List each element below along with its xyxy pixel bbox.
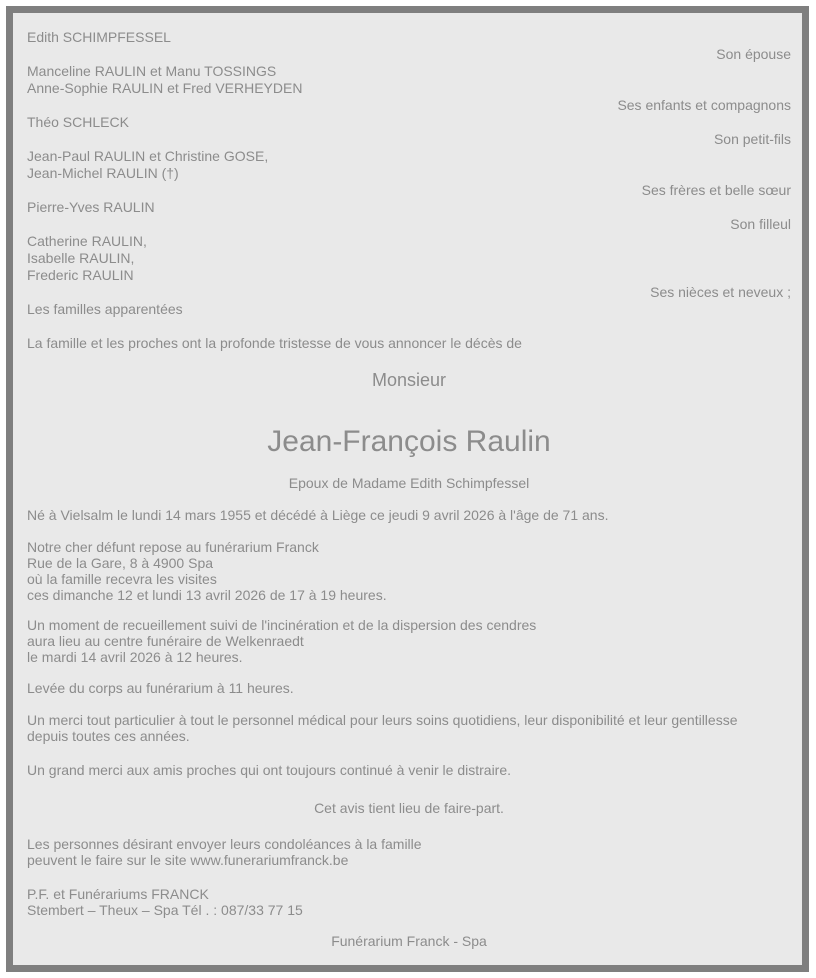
relation-label: Son petit-fils [713, 131, 791, 147]
families-apparentees-line: Les familles apparentées [27, 301, 183, 317]
thanks-friends-line: Un grand merci aux amis proches qui ont toujours continué à venir le distraire. [27, 762, 512, 778]
death-notice-panel [6, 6, 809, 972]
relation-label: Ses frères et belle sœur [641, 182, 791, 198]
mourner-name-line: Isabelle RAULIN, [27, 250, 135, 266]
mourner-name-line: Pierre-Yves RAULIN [27, 199, 155, 215]
thanks-medical-line: depuis toutes ces années. [27, 728, 190, 744]
funeral-home-name-line: P.F. et Funérariums FRANCK [27, 886, 209, 902]
civility-title: Monsieur [371, 370, 447, 390]
deceased-name: Jean-François Raulin [267, 425, 551, 458]
relation-label: Son filleul [730, 216, 791, 232]
mourner-name-line: Jean-Michel RAULIN (†) [27, 165, 179, 181]
mourner-name-line: Frederic RAULIN [27, 267, 134, 283]
ceremony-line: aura lieu au centre funéraire de Welkenraedt [27, 633, 304, 649]
birth-death-line: Né à Vielsalm le lundi 14 mars 1955 et décédé à Liège ce jeudi 9 avril 2026 à l'âge de 71 ans. [27, 507, 609, 523]
thanks-medical-line: Un merci tout particulier à tout le personnel médical pour leurs soins quotidiens, leur disponibilité et leur gentillesse [27, 712, 738, 728]
footer-signature: Funérarium Franck - Spa [331, 933, 487, 949]
ceremony-line: Un moment de recueillement suivi de l'incinération et de la dispersion des cendres [27, 617, 537, 633]
mourner-name-line: Anne-Sophie RAULIN et Fred VERHEYDEN [27, 80, 303, 96]
repose-line: ces dimanche 12 et lundi 13 avril 2026 de 17 à 19 heures. [27, 587, 387, 603]
mourner-name-line: Manceline RAULIN et Manu TOSSINGS [27, 63, 277, 79]
website-url[interactable]: www.funerariumfranck.be [190, 852, 349, 868]
relation-label: Son épouse [716, 46, 791, 62]
mourner-name-line: Théo SCHLECK [27, 114, 129, 130]
relation-label: Ses nièces et neveux ; [650, 284, 791, 300]
condolences-line: Les personnes désirant envoyer leurs condoléances à la famille [27, 836, 422, 852]
repose-line: Notre cher défunt repose au funérarium Franck [27, 539, 319, 555]
faire-part-line: Cet avis tient lieu de faire-part. [314, 800, 504, 816]
condolences-line-prefix: peuvent le faire sur le site [27, 852, 191, 868]
repose-paragraph [27, 539, 791, 603]
relation-label: Ses enfants et compagnons [617, 97, 791, 113]
mourner-name-line: Catherine RAULIN, [27, 233, 147, 249]
funeral-home-paragraph [27, 886, 791, 918]
repose-line: Rue de la Gare, 8 à 4900 Spa [27, 555, 214, 571]
mourner-name-line: Jean-Paul RAULIN et Christine GOSE, [27, 148, 269, 164]
mourner-name-line: Edith SCHIMPFESSEL [27, 29, 171, 45]
ceremony-paragraph [27, 617, 791, 665]
spouse-line: Epoux de Madame Edith Schimpfessel [288, 475, 530, 491]
thanks-medical-paragraph [27, 712, 791, 744]
mourners-section [27, 29, 791, 318]
funeral-home-contact-line: Stembert – Theux – Spa Tél . : 087/33 77 15 [27, 902, 303, 918]
condolences-paragraph [27, 836, 791, 868]
ceremony-line: le mardi 14 avril 2026 à 12 heures. [27, 649, 243, 665]
repose-line: où la famille recevra les visites [27, 571, 217, 587]
condolences-website-line [27, 852, 791, 868]
announcement-line: La famille et les proches ont la profonde tristesse de vous annoncer le décès de [27, 335, 522, 351]
levee-line: Levée du corps au funérarium à 11 heures. [27, 680, 294, 696]
